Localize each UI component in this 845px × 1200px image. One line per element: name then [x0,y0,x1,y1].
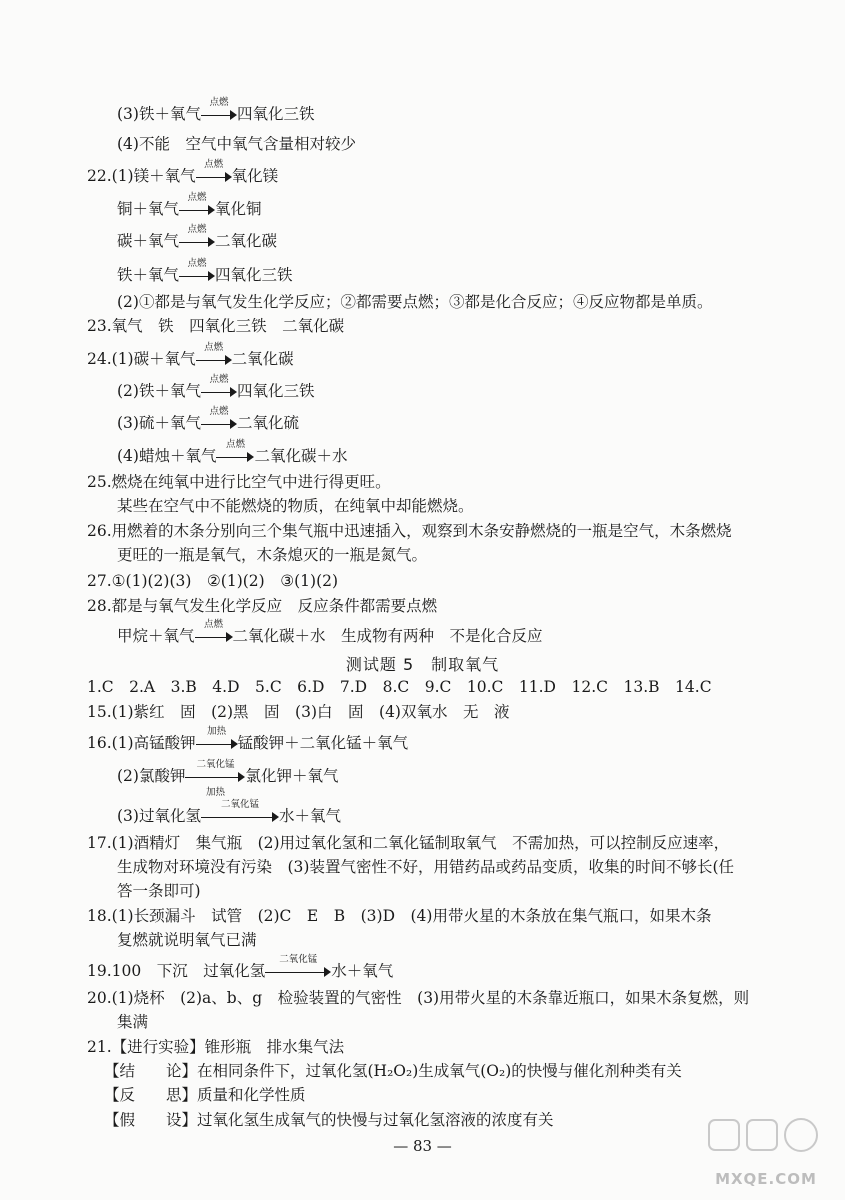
answer-line: 21.【进行实验】锥形瓶 排水集气法 [87,1038,345,1056]
reaction-arrow: 点燃 [195,626,233,646]
svg-text:MXQE.COM: MXQE.COM [715,1170,817,1188]
answer-line: 集满 [117,1013,149,1031]
reaction-arrow: 二氧化锰 [265,961,331,981]
answer-line: 22.(1)镁＋氧气 点燃 氧化镁 [87,159,279,185]
answer-line: 17.(1)酒精灯 集气瓶 (2)用过氧化氢和二氧化锰制取氧气 不需加热，可以控制反应速率， [87,834,730,852]
answer-line: 26.用燃着的木条分别向三个集气瓶中迅速插入，观察到木条安静燃烧的一瓶是空气，木条燃烧 [87,522,732,540]
answer-line: 【结 论】在相同条件下，过氧化氢(H₂O₂)生成氧气(O₂)的快慢与催化剂种类有关 [104,1062,682,1080]
answer-line: 24.(1)碳＋氧气 点燃 二氧化碳 [87,342,294,368]
answer-line: 复燃就说明氧气已满 [117,931,257,949]
reaction-arrow: 点燃 [179,265,215,285]
reaction-arrow: 点燃 [201,104,237,124]
answer-line: 27.①(1)(2)(3) ②(1)(2) ③(1)(2) [87,572,339,590]
answer-line: 18.(1)长颈漏斗 试管 (2)C E B (3)D (4)用带火星的木条放在集气瓶口，如果木条 [87,907,712,925]
reaction-arrow: 加热 [196,733,238,753]
reaction-arrow: 二氧化锰 加热 [185,766,245,786]
answer-line: (3)铁＋氧气 点燃 四氧化三铁 [117,97,315,123]
reaction-arrow: 点燃 [179,199,215,219]
answer-line: 某些在空气中不能燃烧的物质，在纯氧中却能燃烧。 [117,497,474,515]
reaction-arrow: 点燃 [201,381,237,401]
reaction-arrow: 点燃 [179,231,215,251]
answer-line: (3)过氧化氢 二氧化锰 水＋氧气 [117,799,341,825]
reaction-arrow: 点燃 [201,413,237,433]
answer-line: 25.燃烧在纯氧中进行比空气中进行得更旺。 [87,473,391,491]
answer-line: 更旺的一瓶是氧气，木条熄灭的一瓶是氮气。 [117,546,428,564]
answer-line: 铁＋氧气 点燃 四氧化三铁 [117,258,293,284]
answer-line: 15.(1)紫红 固 (2)黑 固 (3)白 固 (4)双氧水 无 液 [87,703,510,721]
section-title: 测试题 5 制取氧气 [345,655,500,674]
answer-line: (4)蜡烛＋氧气 点燃 二氧化碳＋水 [117,439,348,465]
answer-line: 铜＋氧气 点燃 氧化铜 [117,192,262,218]
reaction-arrow: 点燃 [216,446,254,466]
page-number: — 83 — [393,1137,452,1155]
answer-line: 20.(1)烧杯 (2)a、b、g 检验装置的气密性 (3)用带火星的木条靠近瓶口，如果木条复燃，则 [87,989,750,1007]
answer-line: 生成物对环境没有污染 (3)装置气密性不好，用错药品或药品变质，收集的时间不够长(任 [117,858,735,876]
answer-line: 23.氧气 铁 四氧化三铁 二氧化碳 [87,317,345,335]
reaction-arrow: 二氧化锰 [201,806,279,826]
answer-line: (2)氯酸钾 二氧化锰 加热 氯化钾＋氧气 [117,759,339,798]
answer-line: (4)不能 空气中氧气含量相对较少 [117,135,356,153]
answer-line: (2)①都是与氧气发生化学反应；②都需要点燃；③都是化合反应；④反应物都是单质。 [117,293,713,311]
answer-line: 【假 设】过氧化氢生成氧气的快慢与过氧化氢溶液的浓度有关 [104,1111,554,1129]
answer-line: (2)铁＋氧气 点燃 四氧化三铁 [117,374,315,400]
answer-line: 碳＋氧气 点燃 二氧化碳 [117,224,278,250]
reaction-arrow: 点燃 [196,166,232,186]
answer-line: 甲烷＋氧气 点燃 二氧化碳＋水 生成物有两种 不是化合反应 [117,619,543,645]
answer-line: (3)硫＋氧气 点燃 二氧化硫 [117,406,299,432]
answer-line: 28.都是与氧气发生化学反应 反应条件都需要点燃 [87,597,438,615]
answer-line: 答一条即可) [117,882,201,900]
watermark-logo [701,1114,831,1194]
answer-line: 1.C 2.A 3.B 4.D 5.C 6.D 7.D 8.C 9.C 10.C 11.D 12.C 13.B 14.C [87,678,712,696]
answer-line: 19.100 下沉 过氧化氢 二氧化锰 水＋氧气 [87,954,394,980]
answer-line: 【反 思】质量和化学性质 [104,1086,306,1104]
reaction-arrow: 点燃 [196,349,232,369]
answer-line: 16.(1)高锰酸钾 加热 锰酸钾＋二氧化锰＋氧气 [87,726,409,752]
